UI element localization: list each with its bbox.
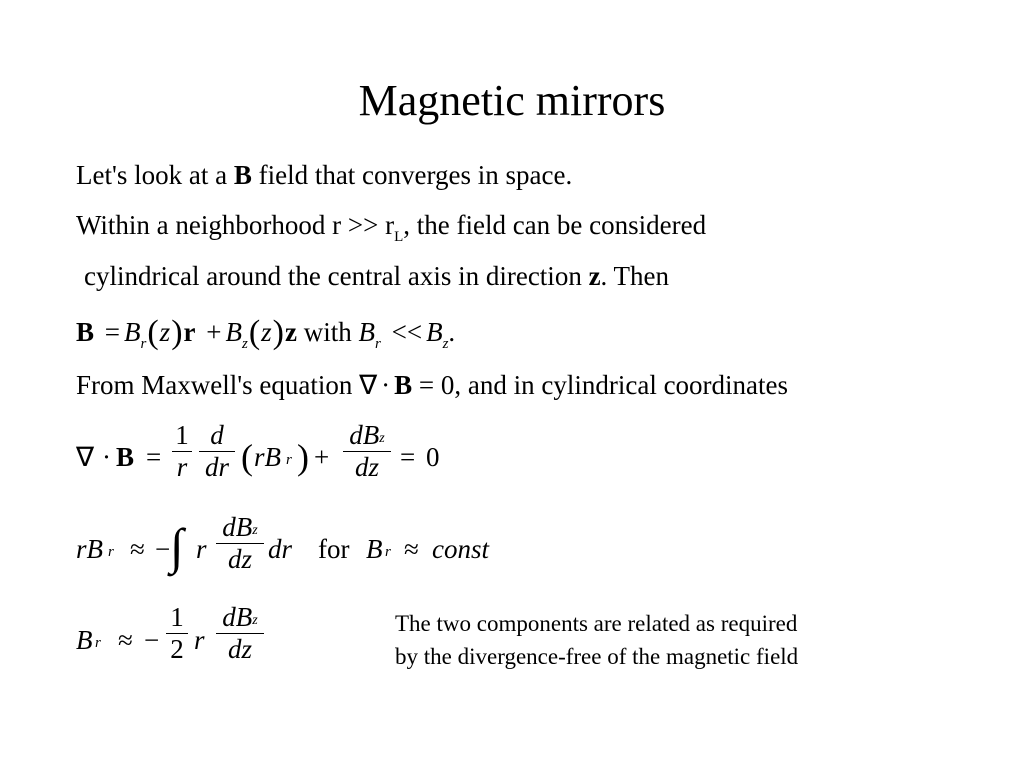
numerator: d — [210, 420, 224, 450]
with-word: with — [303, 317, 352, 347]
fraction-d-over-dr — [199, 420, 235, 483]
numerator — [343, 420, 391, 451]
symbol-z: z — [261, 317, 272, 347]
zero: 0 — [426, 442, 440, 472]
slide-title: Magnetic mirrors — [358, 76, 666, 125]
fraction-dBz-over-dz — [216, 512, 264, 575]
fraction-dBz-over-dz — [216, 602, 264, 665]
text-fragment: field that converges in space. — [258, 160, 573, 190]
equation-field-decomposition — [76, 314, 455, 354]
approx-sign: ≈ — [118, 625, 133, 655]
equals-zero: = 0, — [418, 370, 462, 400]
subscript-r: r — [140, 336, 147, 352]
denominator: dz — [354, 452, 379, 483]
text-fragment: cylindrical around the central axis in direction — [84, 261, 582, 291]
numerator: 1 — [175, 420, 189, 450]
equals-sign: = — [104, 317, 120, 347]
symbol-B: B — [366, 534, 383, 564]
for-word: for — [318, 534, 350, 564]
fraction-dBz-over-dz — [343, 420, 391, 483]
denominator: r — [176, 452, 188, 483]
note-line-1: The two components are related as required — [395, 611, 798, 636]
bold-symbol-B: B — [394, 370, 413, 400]
symbol-B: B — [426, 317, 443, 347]
subscript-r: r — [286, 452, 292, 468]
subscript-z: z — [252, 613, 258, 628]
period: . — [448, 317, 456, 347]
paren-close: ) — [272, 314, 284, 351]
symbol-B: B — [358, 317, 375, 347]
symbol-rB: rB — [76, 534, 103, 564]
plus-sign: + — [314, 442, 330, 472]
dot-operator: · — [381, 370, 391, 400]
subscript-L: L — [394, 229, 404, 245]
symbol-z: z — [159, 317, 171, 347]
symbol-r: r — [196, 534, 207, 564]
note-line-2: by the divergence-free of the magnetic field — [395, 644, 799, 669]
bold-symbol-r: r — [183, 317, 196, 347]
subscript-r: r — [385, 544, 391, 560]
text-fragment: and in cylindrical coordinates — [467, 370, 789, 400]
text-fragment: Within a neighborhood r >> r — [76, 210, 395, 240]
text-fragment: , the field can be considered — [403, 210, 707, 240]
numerator: 1 — [170, 602, 184, 632]
bold-symbol-B: B — [233, 160, 252, 190]
symbol-const: const — [432, 534, 489, 564]
much-less-than: << — [391, 317, 423, 347]
text-line-3 — [84, 259, 669, 293]
bold-symbol-B: B — [116, 442, 135, 472]
bold-symbol-B: B — [76, 317, 95, 347]
approx-sign: ≈ — [130, 534, 145, 564]
minus-sign: − — [155, 534, 171, 564]
bold-symbol-z: z — [588, 261, 601, 291]
text-line-5 — [76, 368, 788, 402]
equals-sign: = — [400, 442, 416, 472]
integral-sign: ∫ — [170, 518, 184, 574]
text-line-2 — [76, 208, 706, 247]
symbol-B: B — [225, 317, 242, 347]
paren-open: ( — [147, 314, 159, 351]
denominator: 2 — [170, 634, 184, 665]
subscript-r: r — [375, 336, 381, 352]
minus-sign: − — [144, 625, 160, 655]
symbol-dr: dr — [268, 534, 293, 564]
symbol-rB: rB — [254, 442, 281, 472]
subscript-z: z — [241, 336, 248, 352]
numerator — [216, 512, 264, 543]
paren-close: ) — [297, 437, 309, 477]
subscript-z: z — [442, 336, 449, 352]
denominator: dr — [204, 452, 229, 483]
denominator: dz — [227, 634, 252, 665]
text-line-1 — [76, 158, 572, 192]
subscript-z: z — [252, 523, 258, 538]
bold-symbol-z: z — [285, 317, 297, 347]
text-fragment: . Then — [600, 261, 670, 291]
dB-text: dB — [222, 512, 253, 542]
side-note — [395, 607, 798, 673]
dB-text: dB — [349, 420, 380, 450]
dot-operator: · — [102, 442, 111, 472]
denominator: dz — [227, 544, 252, 575]
subscript-r: r — [95, 635, 101, 651]
text-fragment: Let's look at a — [76, 160, 228, 190]
nabla-symbol: ∇ — [76, 442, 95, 472]
plus-sign: + — [206, 317, 222, 347]
equals-sign: = — [146, 442, 162, 472]
paren-open: ( — [241, 437, 253, 477]
dB-text: dB — [222, 602, 253, 632]
nabla-symbol: ∇ — [359, 370, 378, 400]
symbol-r: r — [194, 625, 205, 655]
subscript-z: z — [379, 431, 385, 446]
fraction-one-half — [166, 602, 188, 665]
fraction-one-over-r — [172, 420, 192, 483]
symbol-B: B — [76, 625, 93, 655]
subscript-r: r — [108, 544, 114, 560]
symbol-B: B — [124, 317, 141, 347]
numerator — [216, 602, 264, 633]
paren-close: ) — [171, 314, 183, 351]
text-fragment: From Maxwell's equation — [76, 370, 353, 400]
paren-open: ( — [248, 314, 261, 351]
approx-sign: ≈ — [404, 534, 419, 564]
